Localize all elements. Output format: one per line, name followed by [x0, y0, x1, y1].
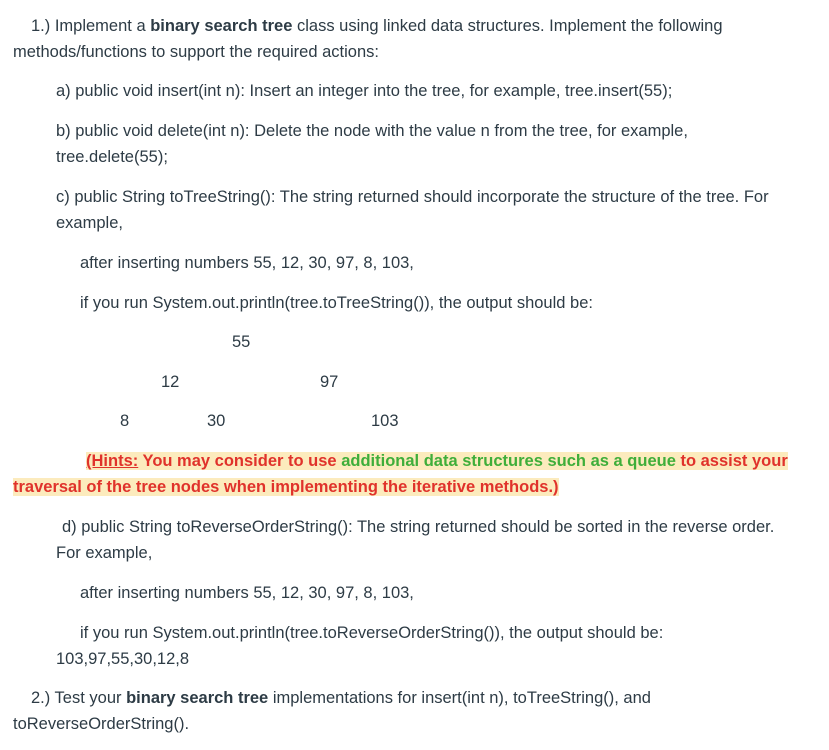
- q1-line1-post: class using linked data structures. Implement the following: [292, 17, 723, 35]
- part-a-line1: a) public void insert(int n): Insert an integer into the tree, for example, tree.insert(55);: [56, 82, 673, 100]
- hint-green: additional data structures such as a queue: [341, 452, 676, 470]
- hint-line2: [13, 476, 559, 498]
- part-b-line1: b) public void delete(int n): Delete the node with the value n from the tree, for example,: [56, 122, 688, 140]
- part-d-run-note: if you run System.out.println(tree.toReverseOrderString()), the output should be:: [80, 624, 664, 642]
- part-c-line2: example,: [56, 214, 123, 232]
- hint-label: (Hints:: [86, 452, 139, 470]
- part-b-line2: tree.delete(55);: [56, 148, 168, 166]
- q1-line2: methods/functions to support the required actions:: [13, 43, 379, 61]
- q1-line1-pre: 1.) Implement a: [31, 17, 151, 35]
- hint-line2-text: traversal of the tree nodes when implementing the iterative methods.): [13, 478, 559, 496]
- part-c-insert-note: after inserting numbers 55, 12, 30, 97, 8, 103,: [80, 254, 414, 272]
- part-d-line2: For example,: [56, 544, 153, 562]
- hint-line1: [86, 450, 788, 472]
- part-d-output: 103,97,55,30,12,8: [56, 650, 190, 668]
- tree-node-103: 103: [371, 412, 399, 430]
- hint-red-2: to assist your: [675, 452, 788, 470]
- tree-node-97: 97: [320, 373, 339, 391]
- q2-line1-post: implementations for insert(int n), toTreeString(), and: [268, 689, 651, 707]
- part-d-insert-note: after inserting numbers 55, 12, 30, 97, 8, 103,: [80, 584, 414, 602]
- tree-node-30: 30: [207, 412, 226, 430]
- part-c-line1: c) public String toTreeString(): The string returned should incorporate the structure of the tree. For: [56, 188, 769, 206]
- q2-line1-pre: 2.) Test your: [31, 689, 127, 707]
- tree-node-12: 12: [161, 373, 180, 391]
- q1-line1: [31, 15, 723, 37]
- part-c-run-note: if you run System.out.println(tree.toTreeString()), the output should be:: [80, 294, 593, 312]
- tree-node-8: 8: [120, 412, 130, 430]
- q1-line1-bold: binary search tree: [150, 17, 293, 35]
- part-d-line1: d) public String toReverseOrderString(): The string returned should be sorted in the reverse order.: [62, 518, 775, 536]
- tree-node-55: 55: [232, 333, 251, 351]
- q2-line2: toReverseOrderString().: [13, 715, 190, 733]
- q2-line1: [31, 687, 651, 709]
- q2-line1-bold: binary search tree: [126, 689, 269, 707]
- hint-red-1: You may consider to use: [138, 452, 342, 470]
